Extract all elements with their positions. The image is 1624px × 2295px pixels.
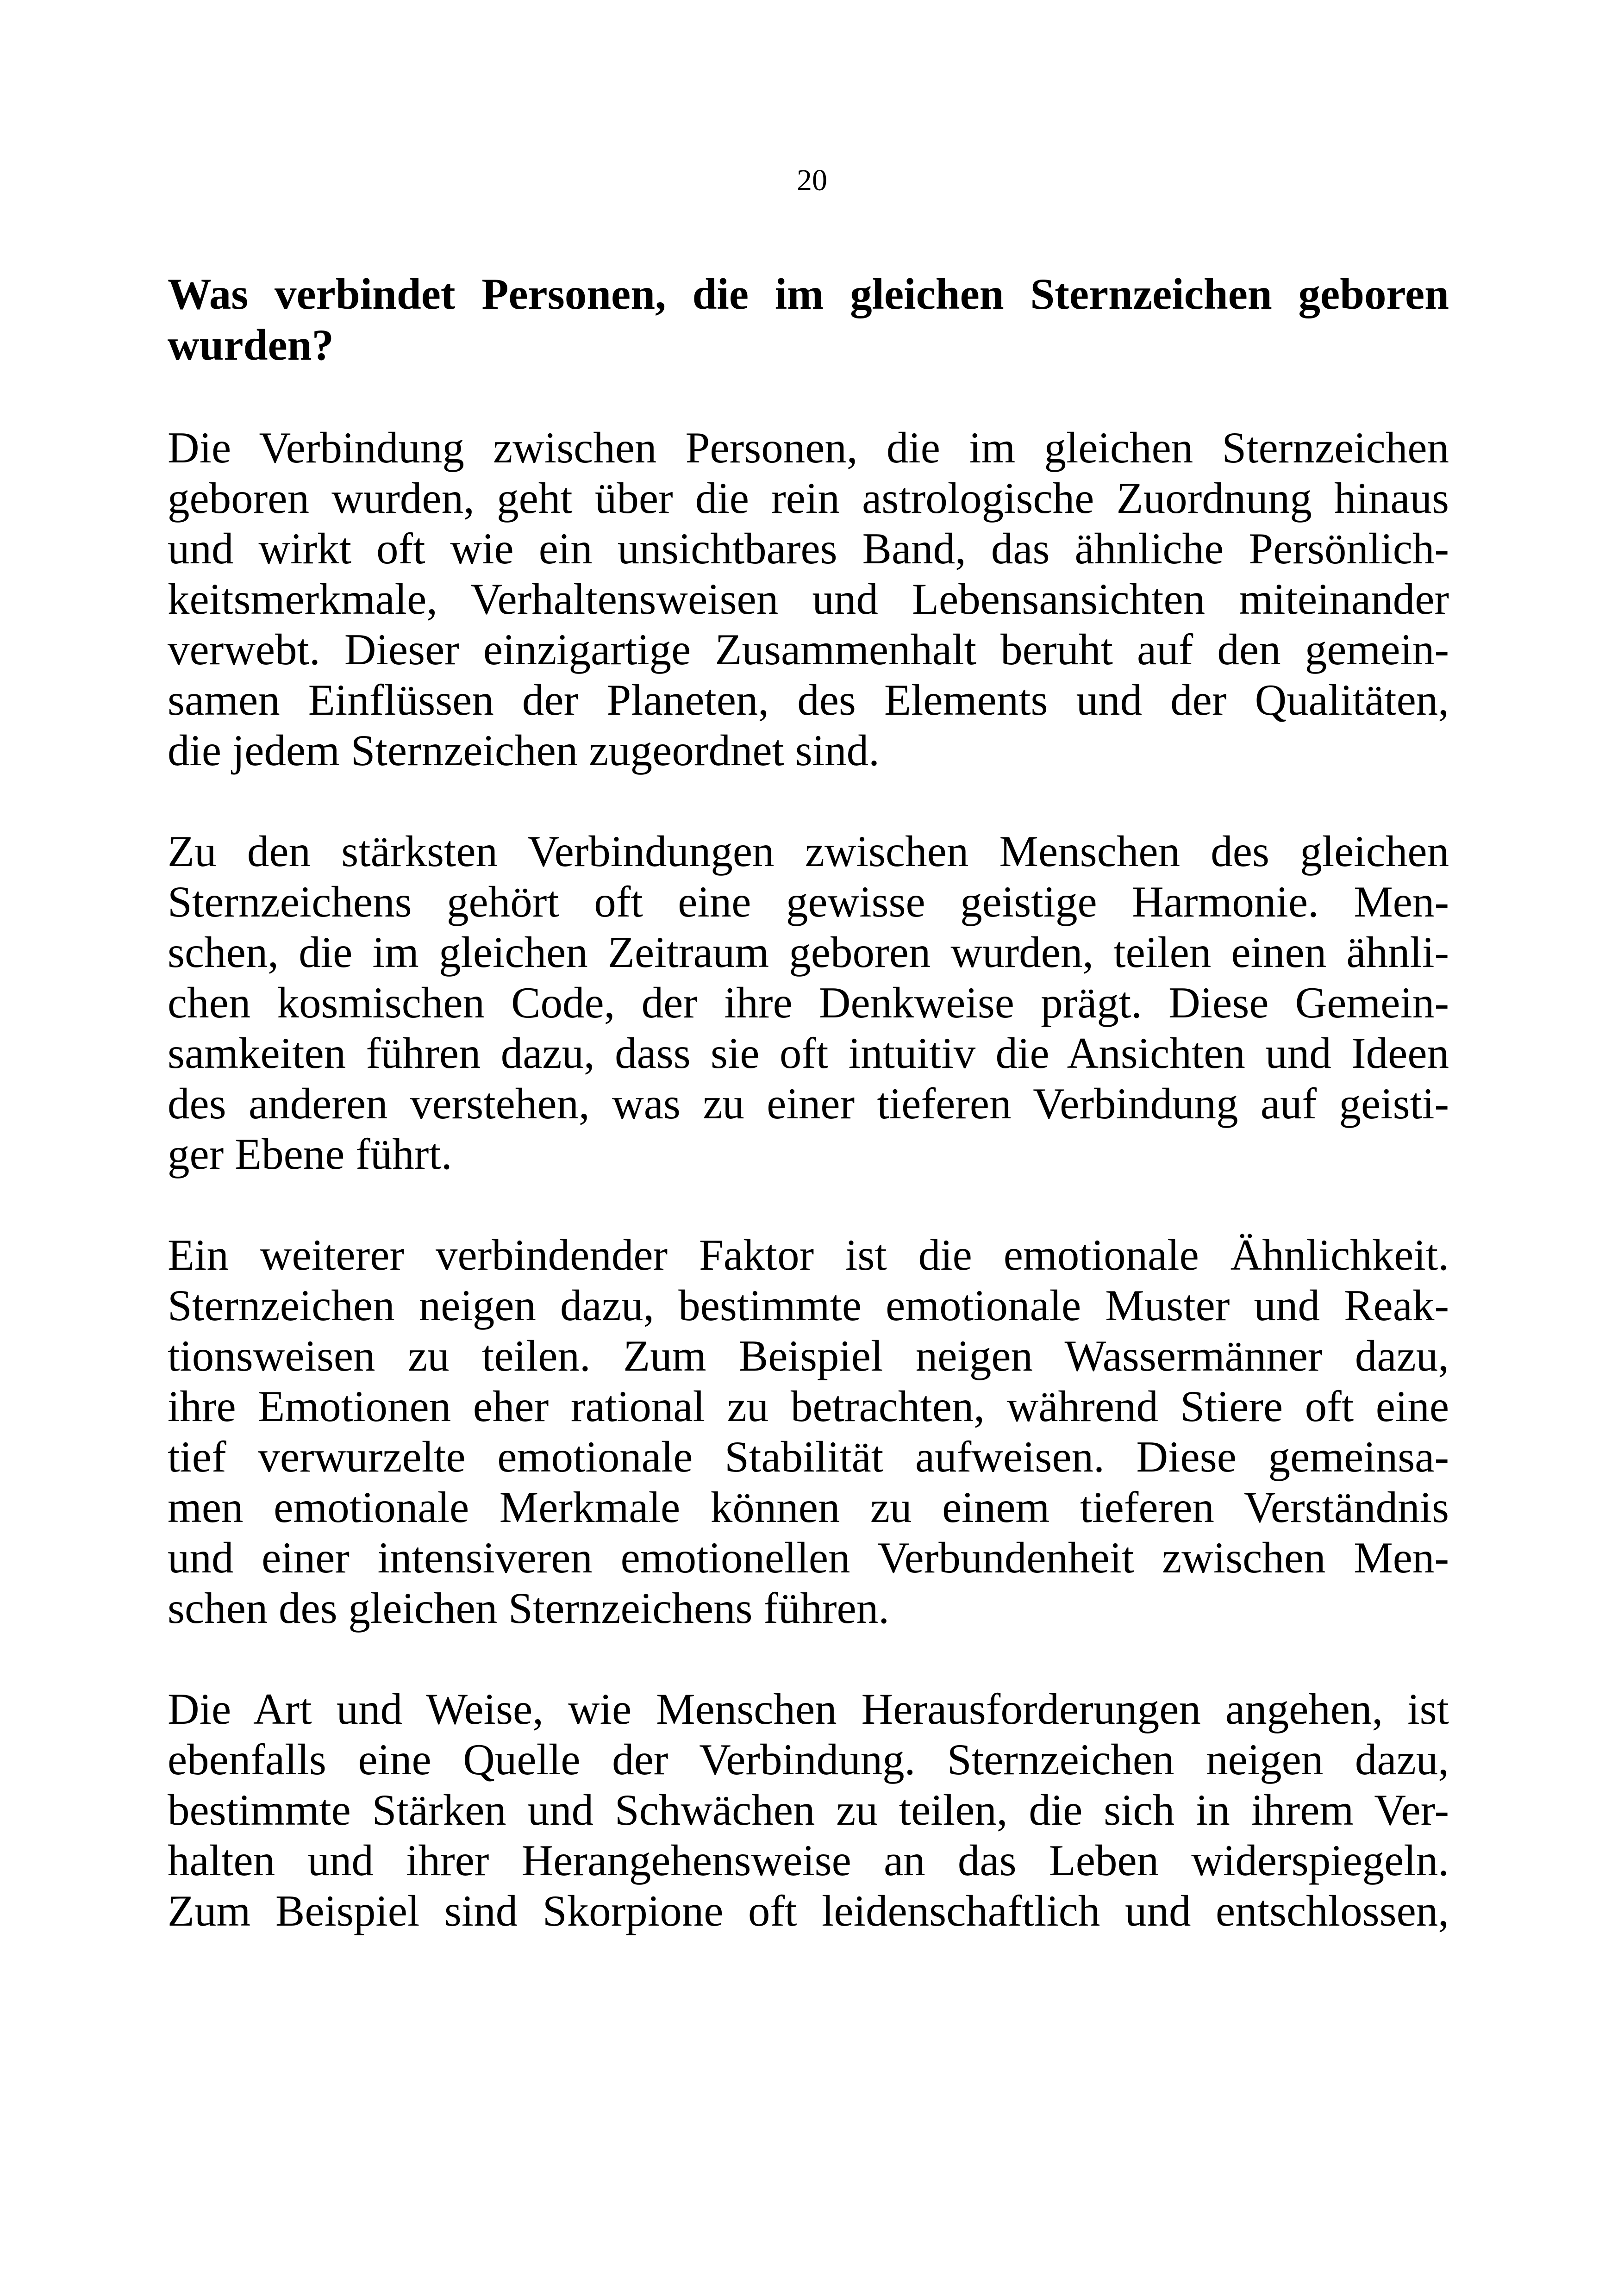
page-content — [168, 268, 1449, 1987]
text-line: und wirkt oft wie ein unsichtbares Band, das ähnliche Persönlich- — [168, 524, 1449, 573]
text-line: Zu den stärksten Verbindungen zwischen Menschen des gleichen — [168, 827, 1449, 876]
text-line: verwebt. Dieser einzigartige Zusammenhalt beruht auf den gemein- — [168, 625, 1449, 674]
text-line: samen Einflüssen der Planeten, des Elements und der Qualitäten, — [168, 675, 1449, 724]
text-line: tief verwurzelte emotionale Stabilität aufweisen. Diese gemeinsa- — [168, 1432, 1449, 1481]
body-text — [168, 423, 1449, 1936]
text-line: geboren wurden, geht über die rein astrologische Zuordnung hinaus — [168, 474, 1449, 523]
text-line: Sternzeichen neigen dazu, bestimmte emotionale Muster und Reak- — [168, 1281, 1449, 1330]
text-line: des anderen verstehen, was zu einer tieferen Verbindung auf geisti- — [168, 1079, 1449, 1128]
text-line: samkeiten führen dazu, dass sie oft intuitiv die Ansichten und Ideen — [168, 1029, 1449, 1078]
paragraph — [168, 826, 1449, 1179]
paragraph — [168, 423, 1449, 776]
text-line: die jedem Sternzeichen zugeordnet sind. — [168, 726, 880, 775]
page-number: 20 — [797, 163, 827, 197]
text-line: und einer intensiveren emotionellen Verbundenheit zwischen Men- — [168, 1533, 1449, 1582]
text-line: Ein weiterer verbindender Faktor ist die emotionale Ähnlichkeit. — [168, 1230, 1449, 1279]
text-line: ihre Emotionen eher rational zu betrachten, während Stiere oft eine — [168, 1382, 1449, 1431]
text-line: tionsweisen zu teilen. Zum Beispiel neigen Wassermänner dazu, — [168, 1331, 1449, 1380]
text-line: ebenfalls eine Quelle der Verbindung. Sternzeichen neigen dazu, — [168, 1735, 1449, 1784]
text-line: Die Verbindung zwischen Personen, die im gleichen Sternzeichen — [168, 423, 1449, 472]
heading-line: wurden? — [168, 320, 334, 369]
text-line: chen kosmischen Code, der ihre Denkweise prägt. Diese Gemein- — [168, 978, 1449, 1027]
paragraph — [168, 1230, 1449, 1634]
text-line: ger Ebene führt. — [168, 1129, 452, 1179]
section-heading — [168, 268, 1449, 370]
text-line: Die Art und Weise, wie Menschen Herausforderungen angehen, ist — [168, 1684, 1449, 1734]
text-line: schen, die im gleichen Zeitraum geboren wurden, teilen einen ähnli- — [168, 928, 1449, 977]
text-line: Sternzeichens gehört oft eine gewisse geistige Harmonie. Men- — [168, 877, 1449, 926]
text-line: halten und ihrer Herangehensweise an das Leben widerspiegeln. — [168, 1836, 1449, 1885]
text-line: men emotionale Merkmale können zu einem tieferen Verständnis — [168, 1483, 1449, 1532]
text-line: schen des gleichen Sternzeichens führen. — [168, 1584, 889, 1633]
paragraph — [168, 1684, 1449, 1936]
text-line: Zum Beispiel sind Skorpione oft leidenschaftlich und entschlossen, — [168, 1886, 1449, 1935]
heading-line: Was verbindet Personen, die im gleichen Sternzeichen geboren — [168, 269, 1449, 318]
text-line: bestimmte Stärken und Schwächen zu teilen, die sich in ihrem Ver- — [168, 1785, 1449, 1834]
text-line: keitsmerkmale, Verhaltensweisen und Lebensansichten miteinander — [168, 574, 1449, 624]
